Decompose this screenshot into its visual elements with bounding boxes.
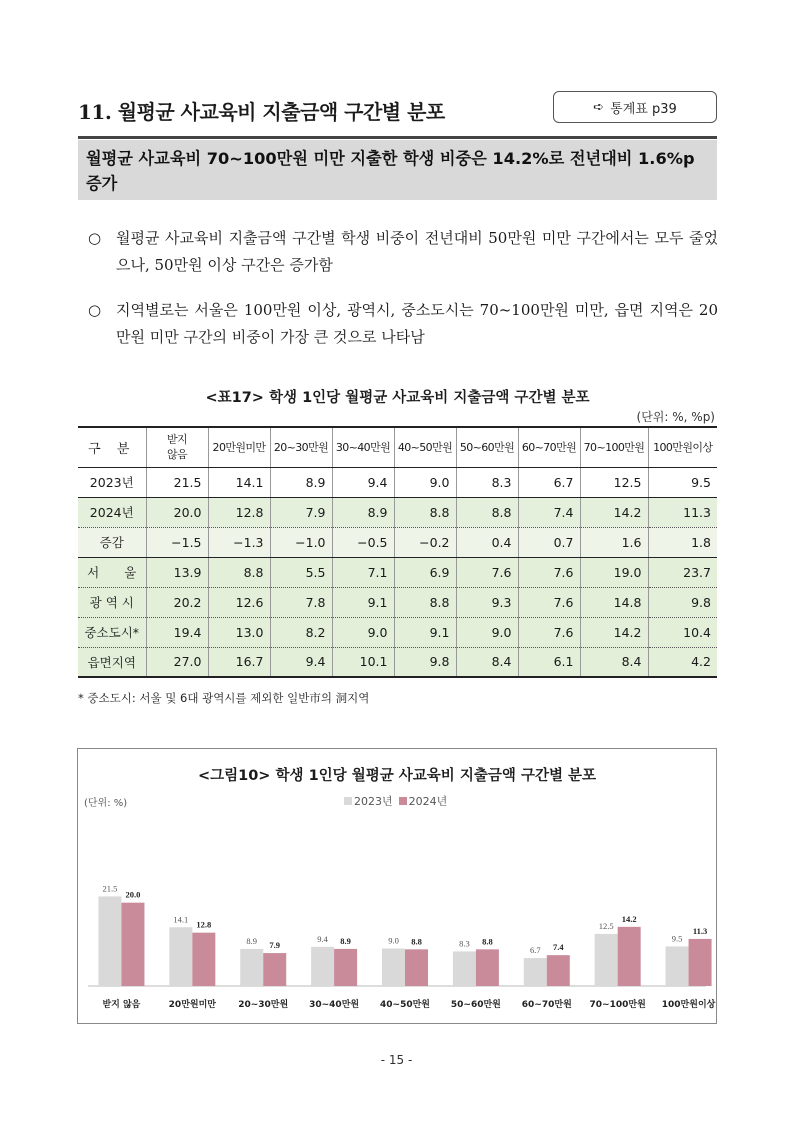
data-label-2023: 14.1 <box>173 914 189 925</box>
section-title: 11. 월평균 사교육비 지출금액 구간별 분포 <box>78 100 445 124</box>
table-header-cell: 20만원미만 <box>208 427 270 467</box>
category-label: 20~30만원 <box>238 1000 289 1010</box>
table-cell: 9.3 <box>456 587 518 617</box>
category-label: 받지 않음 <box>102 1000 141 1010</box>
distribution-table <box>78 426 717 678</box>
table-cell: 12.6 <box>208 587 270 617</box>
table-cell: −1.3 <box>208 527 270 557</box>
table-cell: 8.9 <box>332 497 394 527</box>
table-cell: 1.6 <box>580 527 648 557</box>
chart-legend <box>338 793 447 809</box>
data-label-2024: 8.9 <box>340 935 351 946</box>
title-rule <box>78 136 717 139</box>
bar-2024 <box>334 949 357 986</box>
data-label-2024: 8.8 <box>411 936 422 947</box>
bar-2024 <box>121 903 144 986</box>
bar-2024 <box>476 949 499 986</box>
row-label: 광 역 시 <box>78 587 146 617</box>
legend-label-2024: 2024년 <box>408 795 448 808</box>
data-label-2023: 8.9 <box>246 935 258 946</box>
table-cell: 11.3 <box>648 497 717 527</box>
bar-2023 <box>311 947 334 986</box>
table-cell: 9.1 <box>394 617 456 647</box>
table-cell: 4.2 <box>648 647 717 677</box>
row-label: 중소도시* <box>78 617 146 647</box>
category-label: 100만원이상 <box>661 1000 716 1010</box>
bullet-item <box>88 297 718 351</box>
row-label: 서 울 <box>78 557 146 587</box>
table-cell: 9.0 <box>332 617 394 647</box>
table-cell: 23.7 <box>648 557 717 587</box>
table-cell: 14.2 <box>580 617 648 647</box>
table-cell: 9.8 <box>394 647 456 677</box>
table-cell: 7.6 <box>518 587 580 617</box>
table-cell: −1.0 <box>270 527 332 557</box>
table-cell: 8.8 <box>456 497 518 527</box>
category-label: 30~40만원 <box>309 1000 360 1010</box>
table-header-cell: 받지 않음 <box>146 427 208 467</box>
data-label-2024: 7.4 <box>552 942 564 953</box>
data-label-2024: 8.8 <box>482 936 493 947</box>
reference-label: 통계표 p39 <box>610 101 677 117</box>
table-header-cell: 60~70만원 <box>518 427 580 467</box>
bullet-circle-icon: ○ <box>88 301 102 319</box>
table-cell: 12.8 <box>208 497 270 527</box>
table-cell: 8.8 <box>394 587 456 617</box>
table-cell: 16.7 <box>208 647 270 677</box>
table-cell: 27.0 <box>146 647 208 677</box>
table-row <box>78 467 717 497</box>
category-label: 20만원미만 <box>168 1000 216 1010</box>
legend-label-2023: 2023년 <box>354 795 393 808</box>
table-header-cell: 50~60만원 <box>456 427 518 467</box>
bar-2024 <box>405 949 428 986</box>
table-header-cell: 70~100만원 <box>580 427 648 467</box>
table-cell: 8.4 <box>456 647 518 677</box>
bar-2023 <box>169 927 192 986</box>
table-cell: 19.0 <box>580 557 648 587</box>
data-label-2023: 9.4 <box>317 933 328 944</box>
table-cell: 0.7 <box>518 527 580 557</box>
table-cell: −0.5 <box>332 527 394 557</box>
table-row <box>78 587 717 617</box>
bar-2023 <box>98 896 121 986</box>
table-cell: 14.1 <box>208 467 270 497</box>
data-label-2023: 9.0 <box>388 935 399 946</box>
table-cell: 9.0 <box>456 617 518 647</box>
table-header-cell: 30~40만원 <box>332 427 394 467</box>
bar-2023 <box>453 951 476 986</box>
data-label-2024: 11.3 <box>692 925 708 936</box>
table-cell: 7.9 <box>270 497 332 527</box>
bar-2023 <box>595 934 618 986</box>
table-cell: 7.6 <box>518 617 580 647</box>
table-header-cell: 20~30만원 <box>270 427 332 467</box>
bar-2024 <box>263 953 286 986</box>
data-label-2024: 7.9 <box>269 940 281 951</box>
table-row <box>78 557 717 587</box>
table-cell: 5.5 <box>270 557 332 587</box>
bullet-text: 월평균 사교육비 지출금액 구간별 학생 비중이 전년대비 50만원 미만 구간에서는 모두 줄었으나, 50만원 이상 구간은 증가함 <box>116 229 718 274</box>
arrow-right-icon: ➪ <box>593 99 605 115</box>
table-header-cell: 100만원이상 <box>648 427 717 467</box>
data-label-2024: 12.8 <box>196 919 212 930</box>
data-label-2023: 9.5 <box>671 933 683 944</box>
row-label: 2023년 <box>78 467 146 497</box>
table-cell: 9.4 <box>270 647 332 677</box>
bar-2024 <box>618 927 641 986</box>
legend-swatch-2023 <box>344 797 352 805</box>
table-row <box>78 617 717 647</box>
bullet-text: 지역별로는 서울은 100만원 이상, 광역시, 중소도시는 70~100만원 미만, 읍면 지역은 20만원 미만 구간의 비중이 가장 큰 것으로 나타남 <box>116 301 718 346</box>
table-cell: 6.7 <box>518 467 580 497</box>
table-cell: 8.8 <box>208 557 270 587</box>
category-label: 50~60만원 <box>450 1000 501 1010</box>
bar-chart <box>78 810 716 1022</box>
table-cell: 13.0 <box>208 617 270 647</box>
table-footnote: * 중소도시: 서울 및 6대 광역시를 제외한 일반市의 洞지역 <box>78 691 370 705</box>
table-cell: 9.5 <box>648 467 717 497</box>
table-cell: 8.4 <box>580 647 648 677</box>
data-label-2024: 14.2 <box>621 913 637 924</box>
table-cell: 7.6 <box>456 557 518 587</box>
table-cell: 8.8 <box>394 497 456 527</box>
bullet-circle-icon: ○ <box>88 229 102 247</box>
table-cell: 9.4 <box>332 467 394 497</box>
table-caption: <표17> 학생 1인당 월평균 사교육비 지출금액 구간별 분포 <box>205 390 590 406</box>
table-cell: 8.3 <box>456 467 518 497</box>
data-label-2023: 6.7 <box>529 945 541 956</box>
table-cell: −1.5 <box>146 527 208 557</box>
table-cell: 12.5 <box>580 467 648 497</box>
bar-2023 <box>240 949 263 986</box>
bar-2024 <box>547 955 570 986</box>
table-cell: 14.8 <box>580 587 648 617</box>
data-label-2024: 20.0 <box>125 889 141 900</box>
data-label-2023: 12.5 <box>598 920 614 931</box>
table-cell: 8.2 <box>270 617 332 647</box>
page-number: - 15 - <box>380 1053 413 1067</box>
table-unit: (단위: %, %p) <box>636 410 715 424</box>
chart-title: <그림10> 학생 1인당 월평균 사교육비 지출금액 구간별 분포 <box>197 768 597 784</box>
table-cell: 20.0 <box>146 497 208 527</box>
bar-2024 <box>689 939 712 986</box>
table-cell: 1.8 <box>648 527 717 557</box>
category-label: 70~100만원 <box>589 1000 646 1010</box>
data-label-2023: 8.3 <box>459 938 470 949</box>
table-cell: 13.9 <box>146 557 208 587</box>
table-cell: 10.4 <box>648 617 717 647</box>
table-cell: 20.2 <box>146 587 208 617</box>
table-cell: 9.8 <box>648 587 717 617</box>
bar-2023 <box>382 949 405 987</box>
table-cell: 6.1 <box>518 647 580 677</box>
row-label: 읍면지역 <box>78 647 146 677</box>
table-cell: 7.1 <box>332 557 394 587</box>
table-cell: 8.9 <box>270 467 332 497</box>
category-label: 60~70만원 <box>521 1000 572 1010</box>
data-label-2023: 21.5 <box>102 883 118 894</box>
table-header-row <box>78 427 717 467</box>
table-cell: 19.4 <box>146 617 208 647</box>
bar-2023 <box>666 946 689 986</box>
table-cell: 7.6 <box>518 557 580 587</box>
legend-swatch-2024 <box>399 797 407 805</box>
bar-2024 <box>192 933 215 986</box>
table-header-cell: 40~50만원 <box>394 427 456 467</box>
table-row <box>78 647 717 677</box>
table-cell: 21.5 <box>146 467 208 497</box>
row-label: 2024년 <box>78 497 146 527</box>
table-cell: 14.2 <box>580 497 648 527</box>
table-cell: −0.2 <box>394 527 456 557</box>
table-row <box>78 527 717 557</box>
table-cell: 7.8 <box>270 587 332 617</box>
stat-table-reference-link[interactable] <box>553 91 717 123</box>
row-label: 증감 <box>78 527 146 557</box>
summary-box: 월평균 사교육비 70~100만원 미만 지출한 학생 비중은 14.2%로 전년대비 1.6%p 증가 <box>78 140 717 200</box>
table-cell: 7.4 <box>518 497 580 527</box>
table-header-cell: 구 분 <box>78 427 146 467</box>
bar-2023 <box>524 958 547 986</box>
table-cell: 9.0 <box>394 467 456 497</box>
table-cell: 6.9 <box>394 557 456 587</box>
category-label: 40~50만원 <box>380 1000 430 1010</box>
table-cell: 9.1 <box>332 587 394 617</box>
table-cell: 10.1 <box>332 647 394 677</box>
table-row <box>78 497 717 527</box>
bullet-item <box>88 225 718 279</box>
chart-unit-label: (단위: %) <box>84 798 128 809</box>
table-cell: 0.4 <box>456 527 518 557</box>
